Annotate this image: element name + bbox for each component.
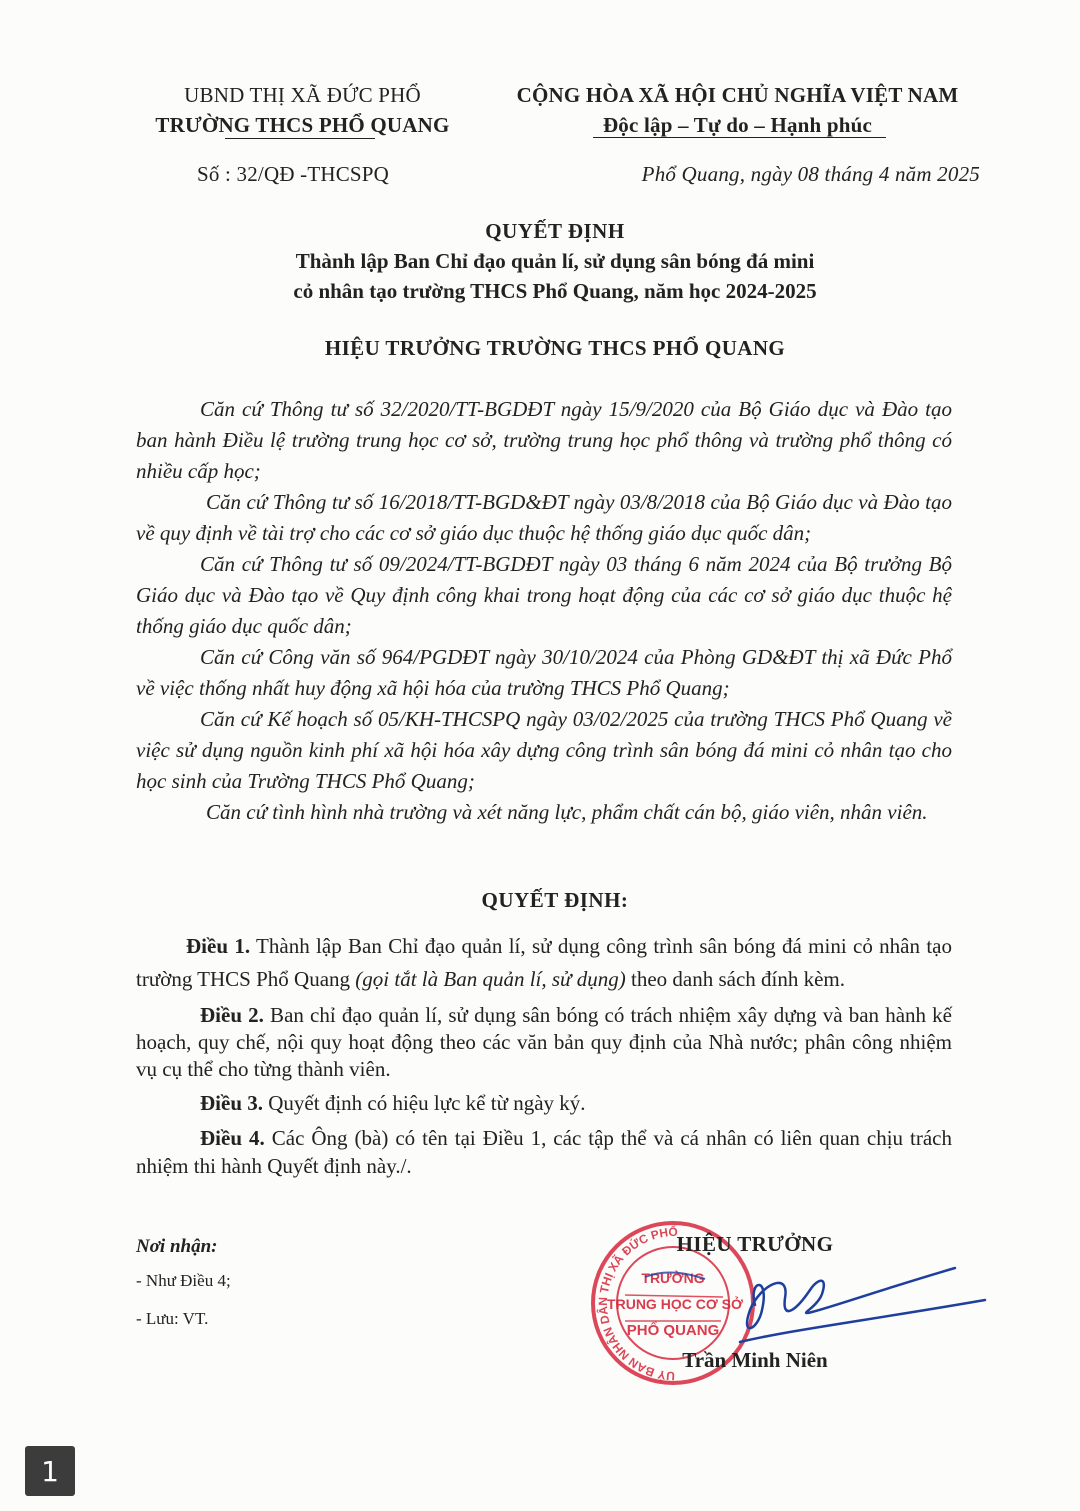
article-2: Điều 2. Ban chỉ đạo quản lí, sử dụng sân bóng có trách nhiệm xây dựng và ban hành kế hoạch, quy chế, nội quy hoạt động theo các văn bản quy định của Nhà nước; phân công nhiệm vụ cụ thể cho từng thành viên. — [136, 1003, 953, 1081]
legal-basis: Căn cứ tình hình nhà trường và xét năng lực, phẩm chất cán bộ, giáo viên, nhân viên. — [206, 800, 928, 824]
legal-basis: Căn cứ Thông tư số 09/2024/TT-BGDĐT ngày 03 tháng 6 năm 2024 của Bộ trưởng Bộ Giáo dục và Đào tạo về Quy định công khai trong hoạt động của các cơ sở giáo dục thuộc hệ thống giáo dục quốc dân; — [136, 552, 952, 638]
document-number: Số : 32/QĐ -THCSPQ — [197, 162, 390, 186]
legal-bases — [136, 394, 952, 828]
legal-basis: Căn cứ Kế hoạch số 05/KH-THCSPQ ngày 03/02/2025 của trường THCS Phổ Quang về việc sử dụng nguồn kinh phí xã hội hóa xây dựng công trình sân bóng đá mini cỏ nhân tạo cho học sinh của Trường THCS Phổ Quang; — [136, 707, 952, 793]
header-left — [130, 80, 475, 140]
article-3: Điều 3. Quyết định có hiệu lực kể từ ngày ký. — [200, 1091, 586, 1115]
article-1: Điều 1. Thành lập Ban Chỉ đạo quản lí, sử dụng công trình sân bóng đá mini cỏ nhân tạo trường THCS Phổ Quang (gọi tắt là Ban quản lí, sử dụng) theo danh sách đính kèm. — [136, 934, 952, 991]
legal-basis: Căn cứ Công văn số 964/PGDĐT ngày 30/10/2024 của Phòng GD&ĐT thị xã Đức Phổ về việc thống nhất huy động xã hội hóa của trường THCS Phổ Quang; — [136, 645, 952, 700]
authority-heading: HIỆU TRƯỞNG TRƯỜNG THCS PHỔ QUANG — [324, 336, 786, 360]
signature-title: HIỆU TRƯỞNG — [676, 1232, 834, 1256]
article-label: Điều 2. — [200, 1003, 264, 1027]
stamp-ring-text: UỶ BAN NHÂN DÂN THỊ XÃ ĐỨC PHỔ — [595, 1224, 678, 1384]
recipients-heading: Nơi nhận: — [136, 1236, 218, 1257]
title-block — [160, 216, 950, 306]
article-label: Điều 4. — [200, 1126, 265, 1150]
recipient-item: - Lưu: VT. — [136, 1309, 209, 1328]
articles — [136, 930, 952, 1180]
place-date: Phổ Quang, ngày 08 tháng 4 năm 2025 — [641, 162, 980, 186]
stamp-line: PHỔ QUANG — [626, 1322, 720, 1339]
handwritten-signature — [700, 1250, 990, 1360]
decision-heading: QUYẾT ĐỊNH: — [481, 888, 629, 912]
recipient-item: - Như Điều 4; — [136, 1271, 231, 1290]
document-subtitle-1: Thành lập Ban Chỉ đạo quản lí, sử dụng sân bóng đá mini — [295, 249, 815, 273]
country-name: CỘNG HÒA XÃ HỘI CHỦ NGHĨA VIỆT NAM — [516, 83, 959, 107]
document-subtitle-2: cỏ nhân tạo trường THCS Phổ Quang, năm học 2024-2025 — [293, 279, 817, 303]
school-name-underline — [225, 138, 375, 139]
recipients — [136, 1232, 231, 1334]
article-label: Điều 1. — [186, 934, 251, 958]
school-name: TRƯỜNG THCS PHỔ QUANG — [155, 113, 450, 137]
document-title: QUYẾT ĐỊNH — [485, 219, 625, 243]
agency-name: UBND THỊ XÃ ĐỨC PHỔ — [184, 83, 421, 107]
page-number-badge: 1 — [25, 1446, 75, 1496]
legal-basis: Căn cứ Thông tư số 32/2020/TT-BGDĐT ngày 15/9/2020 của Bộ Giáo dục và Đào tạo ban hành Điều lệ trường trung học cơ sở, trường trung học phổ thông và trường phổ thông có nhiều cấp học; — [136, 397, 952, 483]
article-4: Điều 4. Các Ông (bà) có tên tại Điều 1, các tập thể và cá nhân có liên quan chịu trách nhiệm thi hành Quyết định này./. — [136, 1126, 952, 1178]
signer-name: Trần Minh Niên — [682, 1348, 828, 1372]
legal-basis: Căn cứ Thông tư số 16/2018/TT-BGD&ĐT ngày 03/8/2018 của Bộ Giáo dục và Đào tạo về quy định về tài trợ cho các cơ sở giáo dục thuộc hệ thống giáo dục quốc dân; — [136, 490, 952, 545]
stamp-line: TRƯỜNG — [641, 1270, 705, 1286]
header-right — [480, 80, 995, 140]
stamp-line: TRUNG HỌC CƠ SỞ — [607, 1296, 743, 1312]
article-label: Điều 3. — [200, 1091, 263, 1115]
motto: Độc lập – Tự do – Hạnh phúc — [602, 113, 873, 137]
motto-underline — [593, 137, 886, 138]
